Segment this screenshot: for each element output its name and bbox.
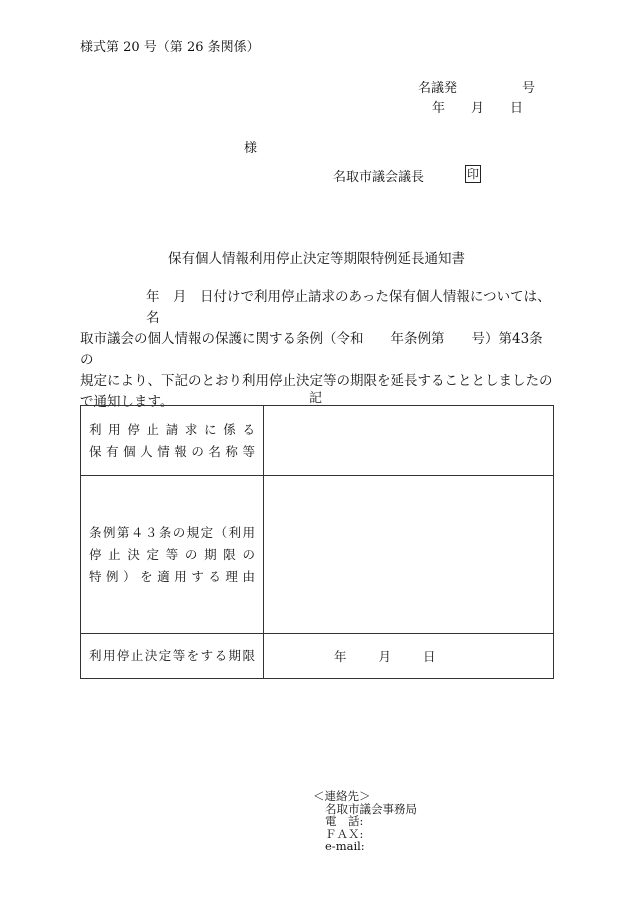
label-line: 利用停止請求に係る: [89, 421, 255, 437]
contact-fax: ＦＡＸ:: [325, 826, 364, 841]
contact-tel: 電 話:: [325, 814, 364, 828]
issue-date: 年 月 日: [432, 101, 524, 116]
body-line: で通知します。: [80, 394, 174, 410]
contact-heading: ＜連絡先＞: [313, 789, 371, 803]
label-line: 利用停止決定等をする期限: [89, 648, 255, 663]
sender-name: 名取市議会議長: [333, 170, 425, 185]
document-title: 保有個人情報利用停止決定等期限特例延長通知書: [168, 251, 465, 267]
info-name-value[interactable]: [264, 406, 554, 476]
deadline-label: [81, 634, 264, 679]
label-line: 停止決定等の期限の: [89, 546, 255, 562]
reason-value[interactable]: [264, 476, 554, 634]
label-line: 保有個人情報の名称等: [89, 443, 255, 459]
deadline-month: 月: [378, 649, 392, 664]
table-row: [81, 476, 554, 634]
body-line: 規定により、下記のとおり利用停止決定等の期限を延長することとしましたの: [80, 373, 553, 389]
contact-email: e-mail:: [325, 839, 365, 853]
details-table: [80, 405, 554, 679]
deadline-year: 年: [334, 649, 347, 664]
info-name-label: [81, 406, 264, 476]
recipient-honorific: 様: [244, 141, 258, 156]
label-line: 条例第４３条の規定（利用: [89, 524, 255, 540]
form-number: 様式第 20 号（第 26 条関係）: [80, 40, 260, 55]
seal-mark: 印: [467, 167, 480, 181]
reason-label: [81, 476, 264, 634]
body-line: 取市議会の個人情報の保護に関する条例（令和 年条例第 号）第43条の: [80, 331, 543, 368]
deadline-value[interactable]: [264, 634, 554, 679]
deadline-day: 日: [423, 649, 436, 664]
ki-heading: 記: [309, 391, 323, 406]
body-line: 年 月 日付けで利用停止請求のあった保有個人情報については、名: [146, 289, 551, 326]
document-number: 名議発 号: [418, 81, 536, 96]
table-row: [81, 406, 554, 476]
table-row: [81, 634, 554, 679]
contact-block: [313, 790, 417, 853]
contact-office: 名取市議会事務局: [325, 801, 417, 816]
label-line: 特例）を適用する理由: [89, 568, 255, 584]
